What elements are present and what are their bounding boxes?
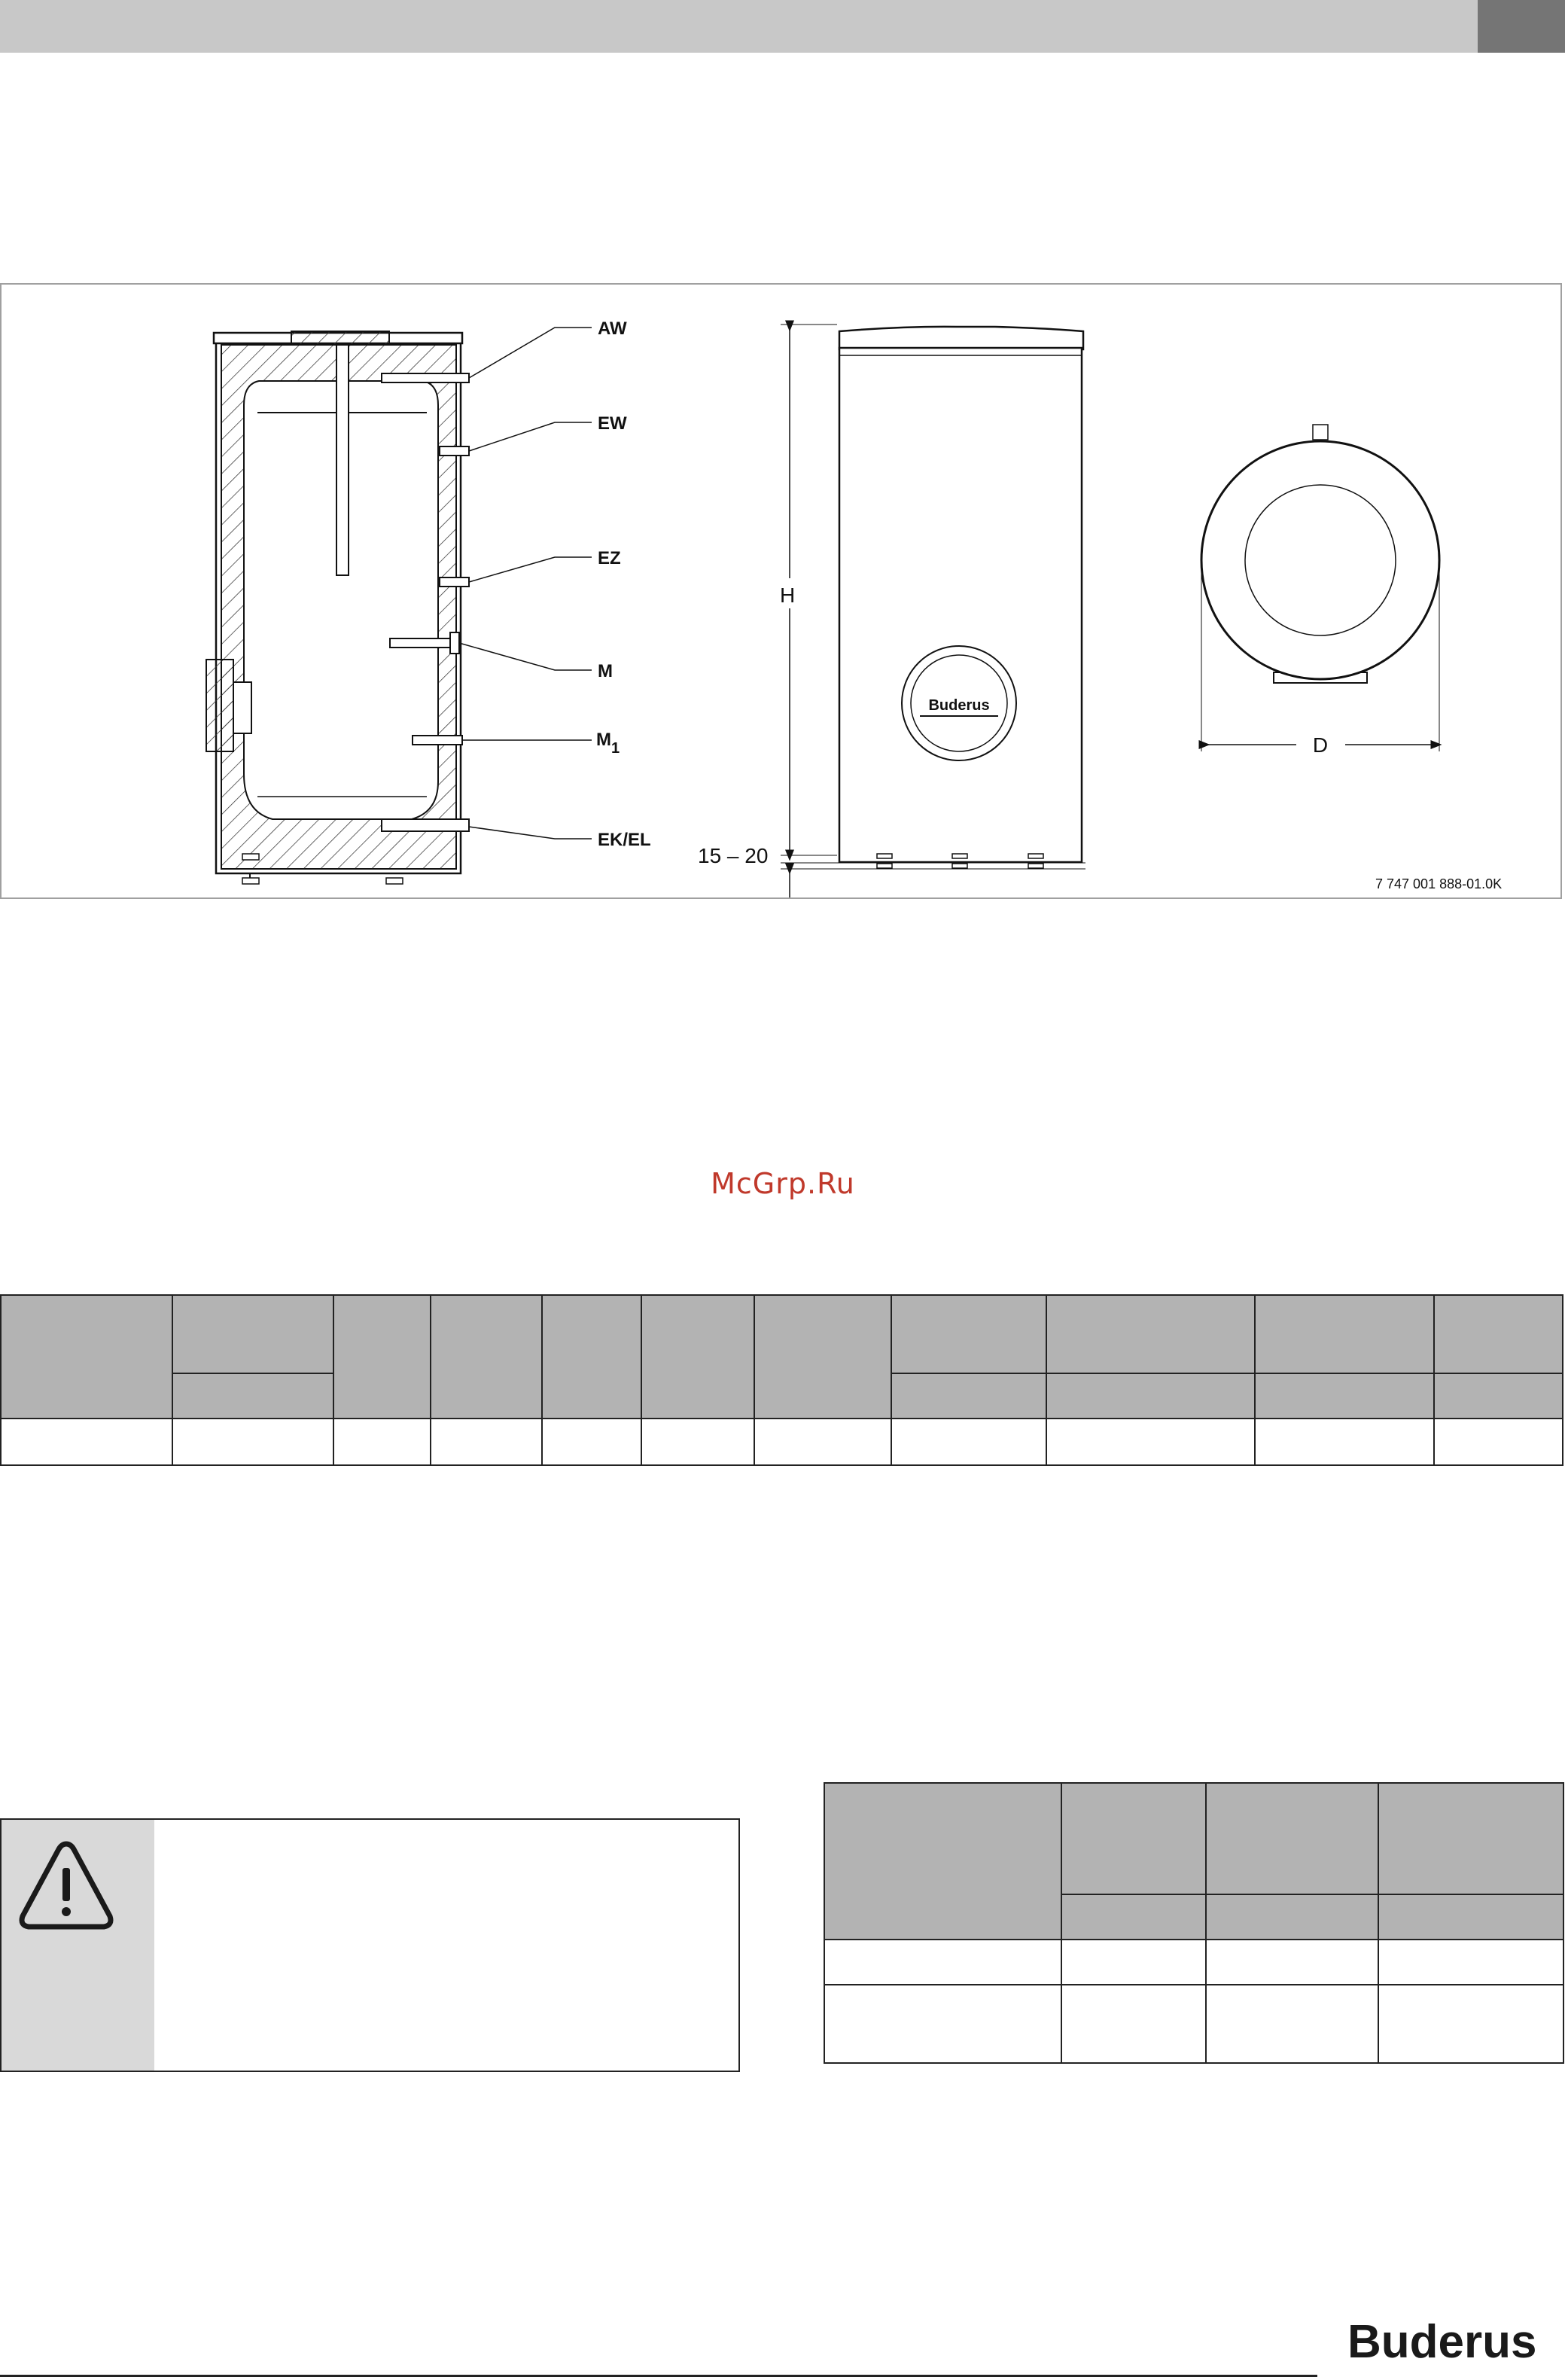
warning-sidebar [2, 1820, 154, 2071]
table-header-cell [333, 1295, 431, 1419]
header-bar [0, 0, 1478, 53]
table-cell [431, 1419, 542, 1465]
tank-front-view [698, 325, 1085, 897]
table-header-unit-cell [1061, 1894, 1206, 1940]
brand-logo: Buderus [1347, 2316, 1537, 2368]
table-cell [824, 1940, 1061, 1985]
tank-feet [877, 854, 1043, 868]
table-cell [641, 1419, 754, 1465]
table-row [824, 1940, 1563, 1985]
table-header-cell [824, 1783, 1061, 1940]
table-header-cell [431, 1295, 542, 1419]
table-cell [754, 1419, 891, 1465]
technical-data-table [824, 1782, 1564, 2064]
label-ek-el: EK/EL [598, 830, 651, 850]
table-cell [1, 1419, 172, 1465]
table-header-unit-cell [891, 1373, 1046, 1419]
tank-logo: Buderus [928, 697, 990, 714]
tank-drawing [2, 285, 1563, 900]
table-cell [1206, 1985, 1378, 2063]
table-header-cell [1046, 1295, 1256, 1373]
table-header-cell [542, 1295, 641, 1419]
label-aw: AW [598, 318, 627, 339]
dimension-h: H [780, 584, 796, 607]
warning-box [0, 1818, 740, 2072]
table-header-cell [1206, 1783, 1378, 1894]
table-header-unit-cell [1206, 1894, 1378, 1940]
table-cell [333, 1419, 431, 1465]
table-header-cell [754, 1295, 891, 1419]
table-header-cell [172, 1295, 333, 1373]
label-m1-sub: 1 [611, 740, 620, 757]
footer-rule [0, 2375, 1317, 2377]
table-cell [891, 1419, 1046, 1465]
table-cell [1206, 1940, 1378, 1985]
table-header-cell [1061, 1783, 1206, 1894]
tank-drawing-frame [0, 283, 1562, 899]
table-cell [1378, 1985, 1563, 2063]
figure-id: 7 747 001 888-01.0K [1375, 876, 1503, 891]
table-header-cell [1434, 1295, 1563, 1373]
dimension-d: D [1312, 733, 1329, 757]
watermark-text: McGrp.Ru [711, 1167, 855, 1200]
tank-top-view [1201, 425, 1439, 757]
table-header-cell [641, 1295, 754, 1419]
table-cell [172, 1419, 333, 1465]
table-header-unit-cell [1434, 1373, 1563, 1419]
table-header-cell [1, 1295, 172, 1419]
table-cell [542, 1419, 641, 1465]
table-header-unit-cell [1378, 1894, 1563, 1940]
table-header-unit-cell [1046, 1373, 1256, 1419]
table-header-unit-cell [1255, 1373, 1434, 1419]
table-cell [1061, 1985, 1206, 2063]
label-ez: EZ [598, 548, 621, 568]
warning-triangle-icon [18, 1838, 114, 1933]
table-header-unit-cell [172, 1373, 333, 1419]
table-cell [1434, 1419, 1563, 1465]
table-cell [824, 1985, 1061, 2063]
label-m: M [598, 661, 613, 681]
table-cell [1378, 1940, 1563, 1985]
header-tab [1478, 0, 1565, 53]
table-header-cell [1378, 1783, 1563, 1894]
dimension-foot-gap: 15 – 20 [698, 844, 769, 867]
tank-cross-section [206, 331, 469, 884]
table-header-cell [891, 1295, 1046, 1373]
table-row [824, 1985, 1563, 2063]
table-cell [1061, 1940, 1206, 1985]
label-ew: EW [598, 413, 627, 434]
dimensions-table [0, 1294, 1563, 1466]
table-row [1, 1419, 1563, 1465]
table-cell [1255, 1419, 1434, 1465]
label-m1: M [596, 730, 611, 750]
table-cell [1046, 1419, 1256, 1465]
table-header-cell [1255, 1295, 1434, 1373]
connection-labels [459, 318, 651, 850]
